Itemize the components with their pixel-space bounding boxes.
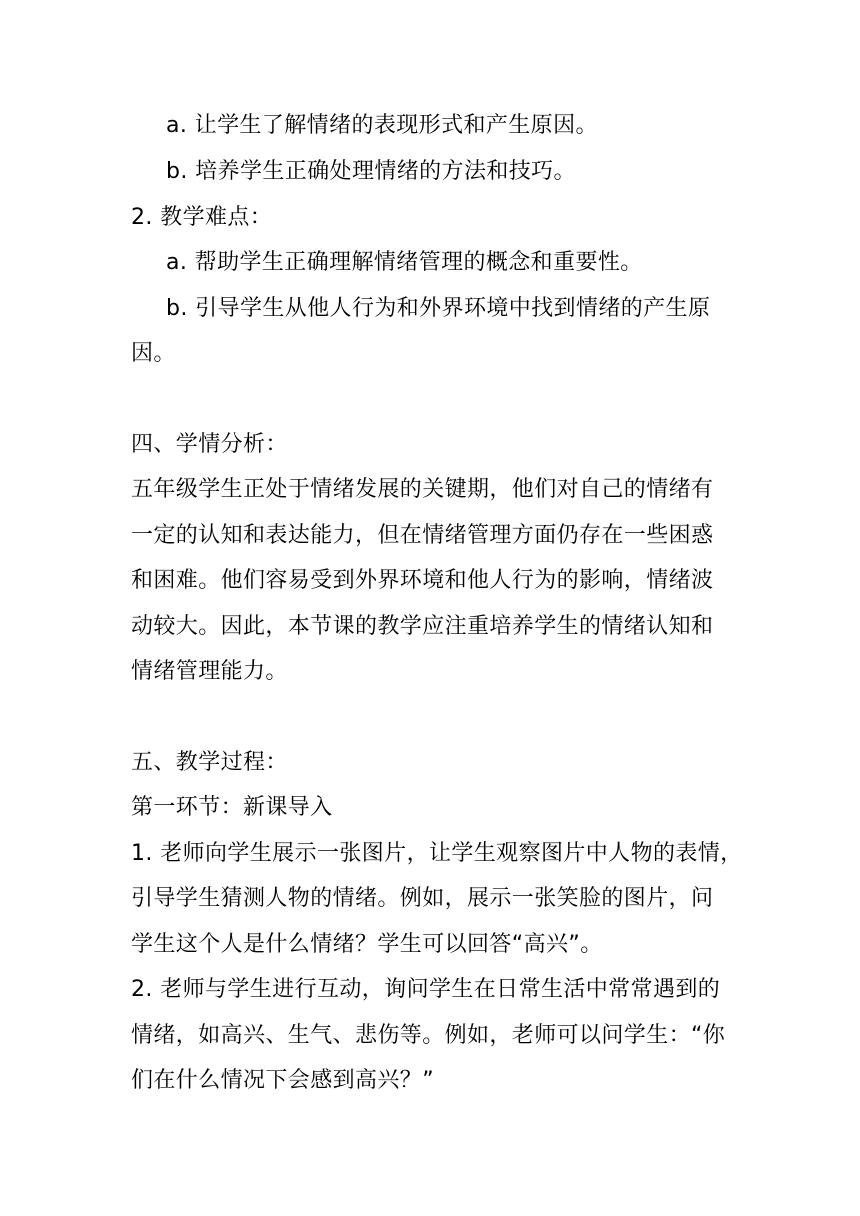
analysis-paragraph-line: 情绪管理能力。 <box>131 659 288 684</box>
process-step-line: 学生这个人是什么情绪？学生可以回答“高兴”。 <box>131 932 603 957</box>
process-step-line: 1. 老师向学生展示一张图片，让学生观察图片中人物的表情， <box>131 841 743 866</box>
process-step-line: 引导学生猜测人物的情绪。例如，展示一张笑脸的图片，问 <box>131 886 714 911</box>
objective-b-line: b. 培养学生正确处理情绪的方法和技巧。 <box>166 159 576 184</box>
difficulty-heading: 2. 教学难点： <box>131 205 273 230</box>
difficulty-b-line: b. 引导学生从他人行为和外界环境中找到情绪的产生原 <box>166 296 711 321</box>
process-step-line: 2. 老师与学生进行互动，询问学生在日常生活中常常遇到的 <box>131 977 721 1002</box>
section-heading-process: 五、教学过程： <box>131 750 288 775</box>
analysis-paragraph-line: 和困难。他们容易受到外界环境和他人行为的影响，情绪波 <box>131 568 714 593</box>
analysis-paragraph-line: 动较大。因此，本节课的教学应注重培养学生的情绪认知和 <box>131 614 714 639</box>
process-step-line: 情绪，如高兴、生气、悲伤等。例如，老师可以问学生：“你 <box>131 1023 726 1048</box>
process-step-line: 们在什么情况下会感到高兴？” <box>131 1068 434 1093</box>
analysis-paragraph-line: 五年级学生正处于情绪发展的关键期，他们对自己的情绪有 <box>131 477 714 502</box>
section-heading-analysis: 四、学情分析： <box>131 432 288 457</box>
difficulty-a-line: a. 帮助学生正确理解情绪管理的概念和重要性。 <box>166 250 643 275</box>
subsection-heading-intro: 第一环节：新课导入 <box>131 795 333 820</box>
difficulty-b-line-cont: 因。 <box>131 341 176 366</box>
objective-a-line: a. 让学生了解情绪的表现形式和产生原因。 <box>166 113 598 138</box>
analysis-paragraph-line: 一定的认知和表达能力，但在情绪管理方面仍存在一些困惑 <box>131 523 714 548</box>
